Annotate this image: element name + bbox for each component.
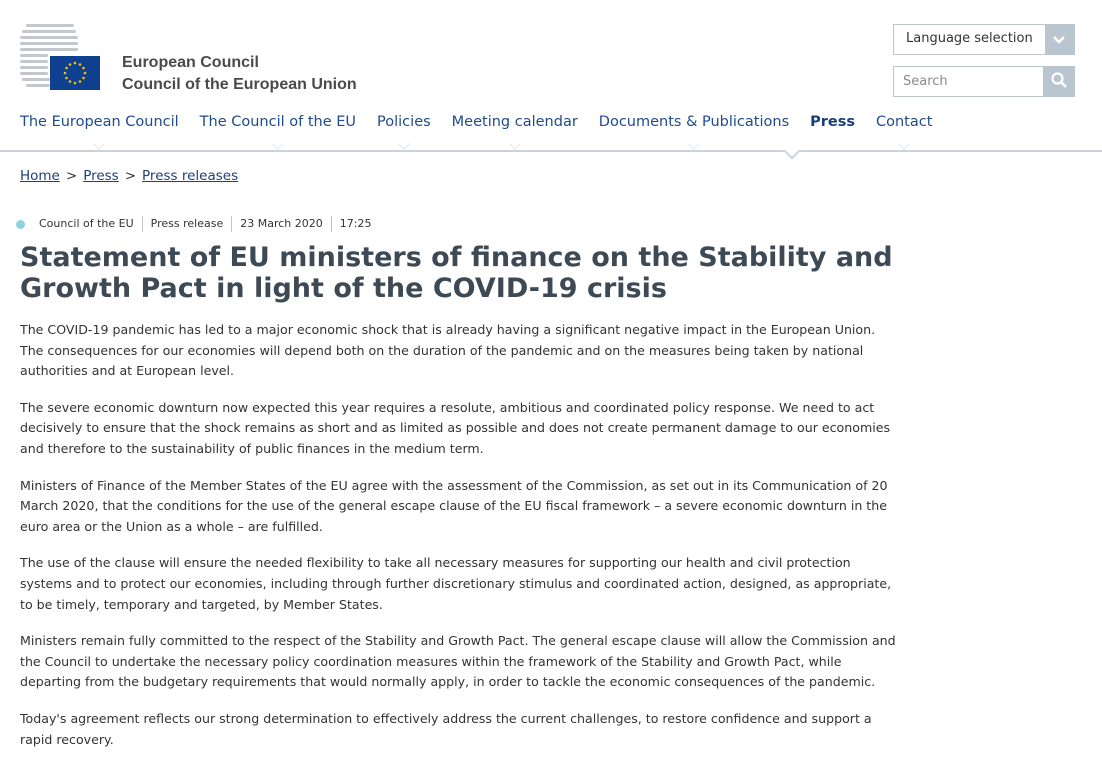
org-name-line1: European Council (122, 54, 259, 71)
nav-item-label: The European Council (20, 114, 179, 130)
nav-item-label: Documents & Publications (598, 114, 790, 130)
main-navigation (20, 114, 953, 130)
nav-dropdown-indicator (94, 138, 105, 149)
nav-item-label: The Council of the EU (199, 114, 357, 130)
meta-source: Council of the EU (31, 216, 143, 232)
article-body (20, 320, 902, 766)
source-dot-icon (16, 220, 25, 229)
page-title: Statement of EU ministers of finance on the Stability and Growth Pact in light of the COVID-19 crisis (20, 242, 893, 304)
article-paragraph: Ministers remain fully committed to the respect of the Stability and Growth Pact. The general escape clause will allow the Commission and the Council to undertake the necessary policy coordination measures within the framework of the Stability and Growth Pact, while departing from the budgetary requirements that would normally apply, in order to tackle the economic consequences of the pandemic. (20, 633, 896, 690)
nav-item-label: Contact (876, 114, 933, 130)
article-paragraph: Ministers of Finance of the Member States of the EU agree with the assessment of the Commission, as set out in its Communication of 20 March 2020, that the conditions for the use of the general escape clause of the EU fiscal framework – a severe economic downturn in the euro area or the Union as a whole – are fulfilled. (20, 477, 888, 534)
nav-item-documents-publications[interactable] (599, 114, 789, 130)
nav-item-european-council[interactable] (20, 114, 179, 130)
meta-type: Press release (143, 216, 233, 232)
breadcrumb-separator: > (124, 168, 137, 184)
article-paragraph: Today's agreement reflects our strong determination to effectively address the current challenges, to restore confidence and support a rapid recovery. (20, 710, 872, 747)
chevron-down-icon[interactable] (1045, 25, 1074, 54)
language-label: Language selection (906, 31, 1033, 46)
search-box (893, 66, 1075, 97)
breadcrumb-press-releases[interactable]: Press releases (142, 168, 239, 184)
nav-dropdown-indicator (509, 138, 520, 149)
nav-item-council-of-the-eu[interactable] (200, 114, 356, 130)
article-paragraph: The use of the clause will ensure the needed flexibility to take all necessary measures for supporting our health and civil protection systems and to protect our economies, including through further discretionary stimulus and coordinated action, designed, as appropriate, to be timely, temporary and targeted, by Member States. (20, 555, 892, 612)
language-selector[interactable] (893, 24, 1075, 55)
article-meta (16, 216, 379, 232)
meta-date: 23 March 2020 (232, 216, 332, 232)
search-icon (1050, 71, 1068, 93)
search-input[interactable] (893, 66, 1043, 97)
breadcrumb-press[interactable]: Press (83, 168, 119, 184)
org-name-line2: Council of the European Union (122, 76, 357, 93)
nav-divider (0, 150, 1102, 152)
nav-item-label: Press (810, 114, 855, 130)
nav-dropdown-indicator (272, 138, 283, 149)
breadcrumb-separator: > (65, 168, 78, 184)
breadcrumb (20, 168, 238, 184)
article-paragraph: The severe economic downturn now expected this year requires a resolute, ambitious and coordinated policy response. We need to act decisively to ensure that the shock remains as short and as limited as possible and does not create permanent damage to our economies and therefore to the sustainability of public finances in the medium term. (20, 399, 891, 456)
nav-item-policies[interactable] (377, 114, 431, 130)
organisation-name[interactable] (122, 52, 357, 96)
nav-dropdown-indicator (688, 138, 699, 149)
nav-dropdown-indicator (398, 138, 409, 149)
nav-item-meeting-calendar[interactable] (452, 114, 578, 130)
search-button[interactable] (1043, 66, 1075, 97)
nav-item-label: Meeting calendar (451, 114, 578, 130)
site-header (0, 0, 1102, 152)
breadcrumb-home[interactable]: Home (20, 168, 60, 184)
nav-dropdown-indicator (899, 138, 910, 149)
meta-time: 17:25 (339, 217, 372, 230)
article-paragraph: The COVID-19 pandemic has led to a major economic shock that is already having a significant negative impact in the European Union. The consequences for our economies will depend both on the duration of the pandemic and on the measures being taken by national authorities and at European level. (20, 322, 876, 379)
nav-item-contact[interactable] (876, 114, 932, 130)
nav-item-press[interactable] (810, 114, 855, 130)
nav-item-label: Policies (377, 114, 431, 130)
eu-council-logo[interactable] (20, 22, 102, 92)
